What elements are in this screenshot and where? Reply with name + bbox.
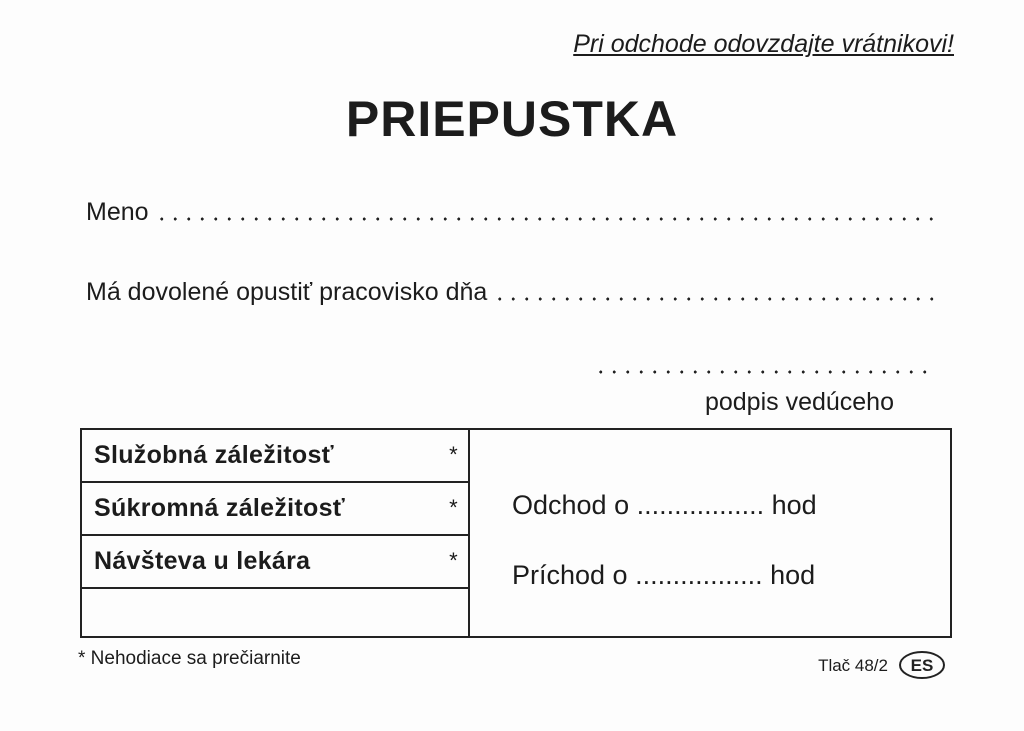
signature-label: podpis vedúceho [704,388,894,416]
footnote: * Nehodiace sa prečiarnite [78,648,301,669]
form-title: PRIEPUSTKA [345,91,679,147]
arrival-time: Príchod o ................. hod [512,560,816,590]
reason-list [82,430,470,636]
reason-label: Návšteva u lekára [94,547,311,575]
date-label: Má dovolené opustiť pracovisko dňa [86,278,488,306]
time-section [470,430,950,636]
date-fill-dots [493,297,934,301]
reason-private [82,483,468,536]
name-label: Meno [86,198,149,226]
reason-official [82,430,468,483]
name-line [86,198,934,227]
reason-mark: * [449,548,458,573]
reason-mark: * [449,442,458,467]
reason-doctor [82,536,468,589]
return-notice: Pri odchode odovzdajte vrátnikovi! [573,30,954,58]
reason-label: Súkromná záležitosť [94,494,346,522]
logo-text: ES [910,656,934,675]
name-fill-dots [155,217,934,221]
date-line [86,278,934,307]
reason-time-box [80,428,952,638]
signature-fill-dots [594,370,934,374]
departure-time: Odchod o ................. hod [512,490,817,520]
reason-label: Služobná záležitosť [94,441,334,469]
printer-logo-icon [898,650,946,680]
reason-mark: * [449,495,458,520]
reason-empty-cell [82,589,468,636]
print-code: Tlač 48/2 [818,656,888,675]
